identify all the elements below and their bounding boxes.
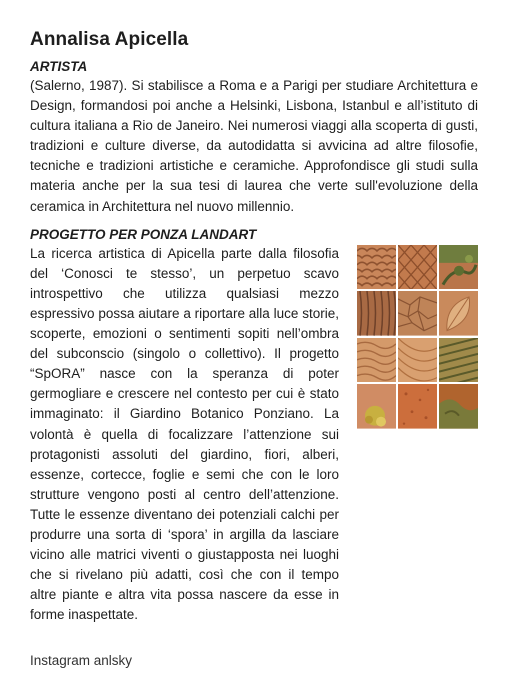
tile-plant-on-clay xyxy=(439,245,478,290)
artist-page xyxy=(30,28,478,625)
tile-moss-rock xyxy=(439,384,478,429)
artist-section-label: ARTISTA xyxy=(30,59,88,74)
tile-clay-flat xyxy=(357,384,396,429)
instagram-handle: Instagram anlsky xyxy=(30,653,133,668)
tile-terracotta-diamond xyxy=(398,245,437,290)
project-section xyxy=(30,225,478,626)
artist-bio: (Salerno, 1987). Si stabilisce a Roma e a Parigi per studiare Architettura e Design, formandosi poi anche a Helsinki, Lisbona, Istanbul e all’istituto di cultura italiana a Rio de Janeiro. Nei numerosi viaggi alla scoperta di gusti, tradizioni e culture diverse, da autodidatta si avvicina ad altre filosofie, tecniche e tradizioni artistiche e ceramiche. Approfondisce gli studi sulla materia anche per la sua tesi di laurea che verte sull'evoluzione della ceramica in Architettura nel nuovo millennio. xyxy=(30,78,478,214)
artist-name: Annalisa Apicella xyxy=(30,29,189,50)
project-description: La ricerca artistica di Apicella parte dalla filosofia del ‘Conosci te stesso’, un perpetuo scavo introspettivo che utilizza qualsiasi mezzo espressivo possa aiutare a riportare alla luce storie, scoperte, emozioni o sentimenti sopiti nell’ombra del subconscio (singolo o collettivo). Il progetto “SpORA” nasce con la speranza di poter germogliare e crescere nel contesto per cui è stato immaginato: il Giardino Botanico Ponziano. La volontà è quella di focalizzare l’attenzione sui protagonisti assoluti del giardino, fiori, alberi, essenze, cortecce, foglie e semi che con le loro strutture vengono posti al centro dell’attenzione. Tutte le essenze diventano dei potenziali calchi per produrre una sorta di ‘spora’ in argilla da lasciare vicino alle matrici viventi o giustapposta nei luoghi che si rivelano più adatti, così che con il tempo altre piante e altra vita possa nascere da esse in forme inaspettate. xyxy=(30,245,339,623)
tile-clay-bark xyxy=(357,291,396,336)
tile-clay-waves xyxy=(357,338,396,383)
tile-grass-stripes xyxy=(439,338,478,383)
tile-clay-ridges xyxy=(398,338,437,383)
tile-terracotta-scales xyxy=(357,245,396,290)
tile-clay-orange xyxy=(398,384,437,429)
project-heading: PROGETTO PER PONZA LANDART xyxy=(30,226,257,242)
artwork-mosaic xyxy=(357,245,478,385)
tile-clay-cracks xyxy=(398,291,437,336)
tile-leaf-clay xyxy=(439,291,478,336)
